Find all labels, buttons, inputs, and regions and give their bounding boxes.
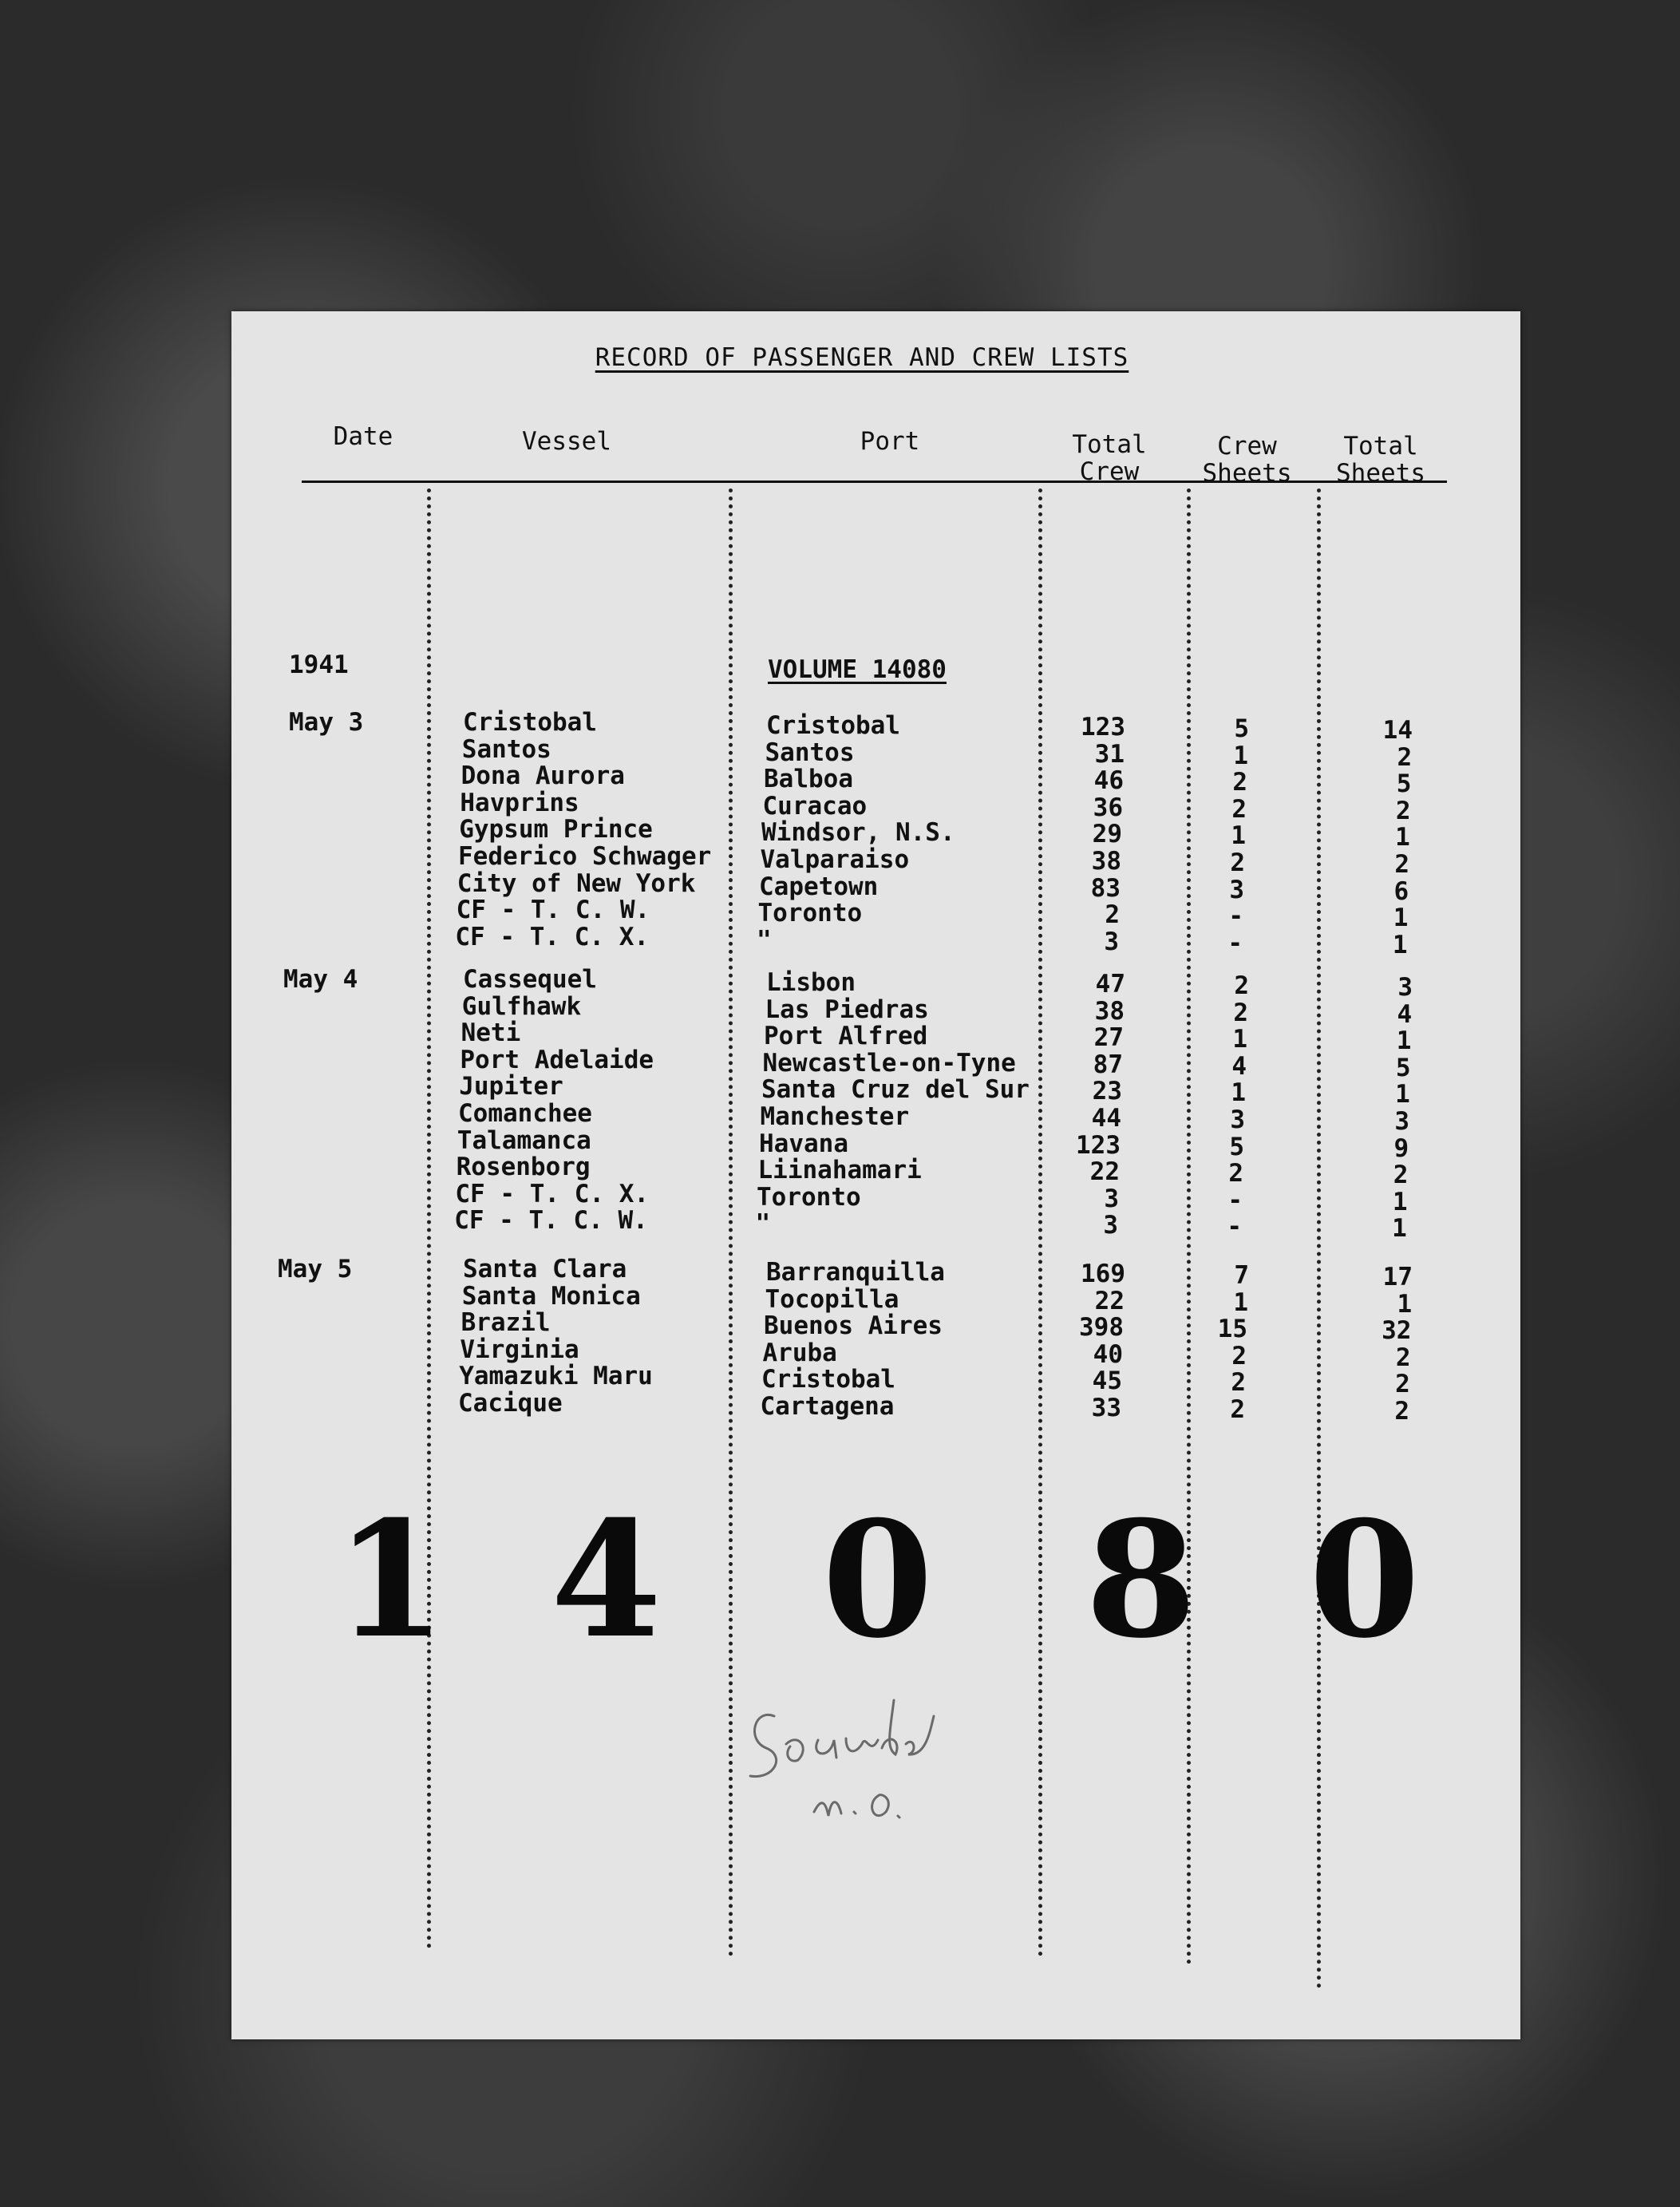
total-crew-cell: 31 xyxy=(1094,739,1125,769)
vessel-cell: Jupiter xyxy=(459,1072,563,1102)
total-crew-cell: 29 xyxy=(1092,820,1122,849)
column-header-total-sheets xyxy=(1325,433,1437,487)
port-cell: Curacao xyxy=(762,791,868,821)
total-crew-cell: 47 xyxy=(1095,970,1125,999)
vessel-cell: Santa Clara xyxy=(463,1255,627,1283)
crew-sheets-cell: 2 xyxy=(1231,1341,1247,1370)
port-cell: Havana xyxy=(759,1129,848,1158)
column-header-port xyxy=(846,428,934,455)
vessel-cell: Cristobal xyxy=(463,708,597,737)
port-cell: Barranquilla xyxy=(766,1258,945,1287)
crew-sheets-cell: 5 xyxy=(1229,1132,1244,1161)
year-label: 1941 xyxy=(289,651,349,679)
vessel-cell: Federico Schwager xyxy=(458,842,712,871)
total-sheets-cell: 32 xyxy=(1382,1316,1412,1346)
crew-sheets-cell: 1 xyxy=(1233,741,1248,770)
crew-sheets-cell: 2 xyxy=(1231,1368,1246,1398)
crew-sheets-cell: 3 xyxy=(1230,1105,1245,1134)
vessel-cell: Cassequel xyxy=(463,965,597,994)
total-crew-cell: 3 xyxy=(1104,1184,1119,1213)
column-divider-1 xyxy=(427,488,431,1949)
crew-sheets-cell: - xyxy=(1228,902,1243,931)
vessel-cell: Neti xyxy=(461,1018,521,1048)
total-crew-cell: 40 xyxy=(1093,1339,1123,1369)
total-sheets-cell: 6 xyxy=(1393,876,1409,906)
crew-sheets-cell: - xyxy=(1227,928,1243,958)
vessel-cell: CF - T. C. W. xyxy=(456,896,650,925)
port-cell: " xyxy=(757,925,772,955)
vessel-cell: City of New York xyxy=(457,868,696,898)
crew-sheets-cell: 2 xyxy=(1230,848,1245,877)
crew-sheets-cell: 1 xyxy=(1232,1025,1247,1054)
crew-sheets-cell: 2 xyxy=(1230,1395,1245,1424)
column-divider-5 xyxy=(1317,488,1321,1989)
stamp-digit: 8 xyxy=(1085,1486,1197,1674)
crew-sheets-cell: 3 xyxy=(1229,875,1244,904)
port-cell: Cristobal xyxy=(766,711,900,740)
handwritten-signature xyxy=(742,1684,982,1839)
document-title: RECORD OF PASSENGER AND CREW LISTS xyxy=(595,343,1129,372)
header-total-sheets-line2: Sheets xyxy=(1336,459,1425,488)
column-divider-2 xyxy=(729,488,733,1957)
crew-sheets-cell: 1 xyxy=(1233,1287,1248,1317)
total-crew-cell: 169 xyxy=(1081,1260,1125,1288)
total-crew-cell: 23 xyxy=(1092,1077,1122,1106)
total-sheets-cell: 2 xyxy=(1393,1161,1409,1190)
total-sheets-cell: 5 xyxy=(1396,769,1412,799)
header-rule xyxy=(302,481,1447,483)
total-crew-cell: 83 xyxy=(1090,873,1121,903)
total-sheets-cell: 1 xyxy=(1392,1214,1407,1244)
port-cell: Toronto xyxy=(757,899,863,928)
crew-sheets-cell: 1 xyxy=(1231,1078,1246,1108)
crew-sheets-cell: 15 xyxy=(1217,1315,1247,1344)
header-date-label: Date xyxy=(333,422,393,451)
port-cell: Liinahamari xyxy=(757,1156,922,1185)
total-sheets-cell: 2 xyxy=(1395,1370,1410,1399)
port-cell: Santos xyxy=(765,738,855,767)
port-cell: Newcastle-on-Tyne xyxy=(762,1048,1016,1078)
header-crew-sheets-line2: Sheets xyxy=(1202,459,1292,488)
vessel-cell: Dona Aurora xyxy=(461,761,625,791)
crew-sheets-cell: - xyxy=(1227,1212,1242,1242)
vessel-cell: Havprins xyxy=(460,788,579,817)
stamp-digit: 4 xyxy=(551,1486,662,1674)
header-port-label: Port xyxy=(860,427,920,456)
total-crew-cell: 33 xyxy=(1091,1394,1121,1422)
total-sheets-cell: 2 xyxy=(1394,850,1409,879)
port-cell: " xyxy=(755,1209,771,1239)
total-crew-cell: 36 xyxy=(1093,793,1123,822)
date-label: May 3 xyxy=(289,708,364,737)
column-header-date xyxy=(323,423,403,450)
vessel-cell: Comanchee xyxy=(458,1099,592,1128)
crew-sheets-cell: - xyxy=(1227,1185,1243,1215)
total-crew-cell: 2 xyxy=(1105,900,1120,930)
total-sheets-cell: 17 xyxy=(1382,1263,1413,1291)
vessel-cell: Virginia xyxy=(460,1335,579,1364)
total-sheets-cell: 9 xyxy=(1393,1133,1409,1163)
crew-sheets-cell: 1 xyxy=(1231,821,1246,851)
total-crew-cell: 123 xyxy=(1081,713,1125,742)
total-sheets-cell: 2 xyxy=(1395,796,1411,825)
port-cell: Balboa xyxy=(764,765,853,794)
total-crew-cell: 44 xyxy=(1091,1104,1121,1133)
port-cell: Cristobal xyxy=(761,1365,895,1394)
total-sheets-cell: 1 xyxy=(1395,823,1410,852)
port-cell: Valparaiso xyxy=(760,845,910,874)
vessel-cell: Port Adelaide xyxy=(460,1045,654,1074)
port-cell: Cartagena xyxy=(760,1392,895,1421)
header-crew-sheets-line1: Crew xyxy=(1217,432,1277,461)
total-sheets-cell: 2 xyxy=(1394,1397,1409,1426)
total-sheets-cell: 1 xyxy=(1396,1026,1412,1056)
header-total-crew-line1: Total xyxy=(1072,430,1147,459)
header-total-sheets-line1: Total xyxy=(1343,432,1418,461)
stamp-digit: 0 xyxy=(822,1486,934,1674)
header-vessel-label: Vessel xyxy=(522,427,611,456)
port-cell: Capetown xyxy=(759,872,879,901)
date-label: May 4 xyxy=(283,965,358,994)
crew-sheets-cell: 7 xyxy=(1234,1261,1249,1290)
port-cell: Aruba xyxy=(762,1338,837,1367)
port-cell: Santa Cruz del Sur xyxy=(761,1075,1030,1105)
total-crew-cell: 87 xyxy=(1093,1050,1123,1079)
vessel-cell: Yamazuki Maru xyxy=(459,1362,653,1391)
date-label: May 5 xyxy=(278,1255,353,1283)
total-crew-cell: 22 xyxy=(1094,1286,1125,1315)
column-header-total-crew xyxy=(1061,431,1157,485)
crew-sheets-cell: 2 xyxy=(1232,768,1247,797)
vessel-cell: Santos xyxy=(461,734,551,764)
total-crew-cell: 3 xyxy=(1104,927,1119,956)
total-crew-cell: 3 xyxy=(1103,1211,1118,1240)
total-sheets-cell: 14 xyxy=(1382,716,1413,745)
total-crew-cell: 27 xyxy=(1093,1023,1124,1053)
stamp-digit: 0 xyxy=(1309,1486,1421,1674)
crew-sheets-cell: 5 xyxy=(1234,714,1249,743)
vessel-cell: Talamanca xyxy=(457,1125,591,1155)
total-crew-cell: 398 xyxy=(1079,1313,1124,1343)
stamp-digit: 1 xyxy=(335,1486,447,1674)
volume-label: VOLUME 14080 xyxy=(768,655,947,684)
crew-sheets-cell: 2 xyxy=(1228,1159,1243,1189)
port-cell: Toronto xyxy=(757,1182,861,1212)
vessel-cell: CF - T. C. X. xyxy=(455,1179,650,1208)
total-sheets-cell: 1 xyxy=(1392,1187,1408,1216)
total-sheets-cell: 2 xyxy=(1395,1343,1411,1372)
column-header-vessel xyxy=(503,428,630,455)
vessel-cell: Santa Monica xyxy=(461,1281,641,1311)
total-sheets-cell: 1 xyxy=(1397,1289,1413,1319)
crew-sheets-cell: 2 xyxy=(1234,971,1249,1000)
vessel-cell: Gypsum Prince xyxy=(459,815,653,844)
crew-sheets-cell: 2 xyxy=(1233,998,1248,1027)
total-sheets-cell: 3 xyxy=(1394,1107,1409,1136)
crew-sheets-cell: 4 xyxy=(1231,1051,1247,1081)
vessel-cell: Brazil xyxy=(461,1308,551,1338)
port-cell: Tocopilla xyxy=(765,1284,899,1314)
total-crew-cell: 38 xyxy=(1091,847,1121,876)
vessel-cell: Rosenborg xyxy=(456,1153,591,1182)
total-sheets-cell: 1 xyxy=(1392,930,1408,959)
column-header-crew-sheets xyxy=(1193,433,1301,487)
port-cell: Lisbon xyxy=(766,968,856,997)
total-sheets-cell: 1 xyxy=(1395,1080,1410,1109)
crew-sheets-cell: 2 xyxy=(1231,794,1247,824)
header-total-crew-line2: Crew xyxy=(1079,457,1140,486)
total-sheets-cell: 4 xyxy=(1397,999,1413,1029)
vessel-cell: Cacique xyxy=(458,1389,563,1418)
total-crew-cell: 123 xyxy=(1076,1130,1121,1160)
total-sheets-cell: 2 xyxy=(1397,742,1413,772)
total-crew-cell: 45 xyxy=(1092,1367,1122,1396)
vessel-cell: Gulfhawk xyxy=(461,991,582,1021)
signature-drawing xyxy=(742,1684,982,1836)
total-crew-cell: 22 xyxy=(1089,1157,1120,1187)
port-cell: Port Alfred xyxy=(764,1022,928,1051)
total-sheets-cell: 5 xyxy=(1395,1053,1411,1082)
total-crew-cell: 46 xyxy=(1093,766,1124,796)
total-sheets-cell: 1 xyxy=(1393,904,1409,933)
total-sheets-cell: 3 xyxy=(1397,973,1413,1002)
port-cell: Manchester xyxy=(760,1102,910,1131)
total-crew-cell: 38 xyxy=(1094,996,1125,1026)
port-cell: Buenos Aires xyxy=(764,1311,943,1341)
vessel-cell: CF - T. C. W. xyxy=(454,1206,648,1236)
port-cell: Las Piedras xyxy=(765,995,929,1024)
vessel-cell: CF - T. C. X. xyxy=(455,922,650,951)
port-cell: Windsor, N.S. xyxy=(761,818,955,848)
